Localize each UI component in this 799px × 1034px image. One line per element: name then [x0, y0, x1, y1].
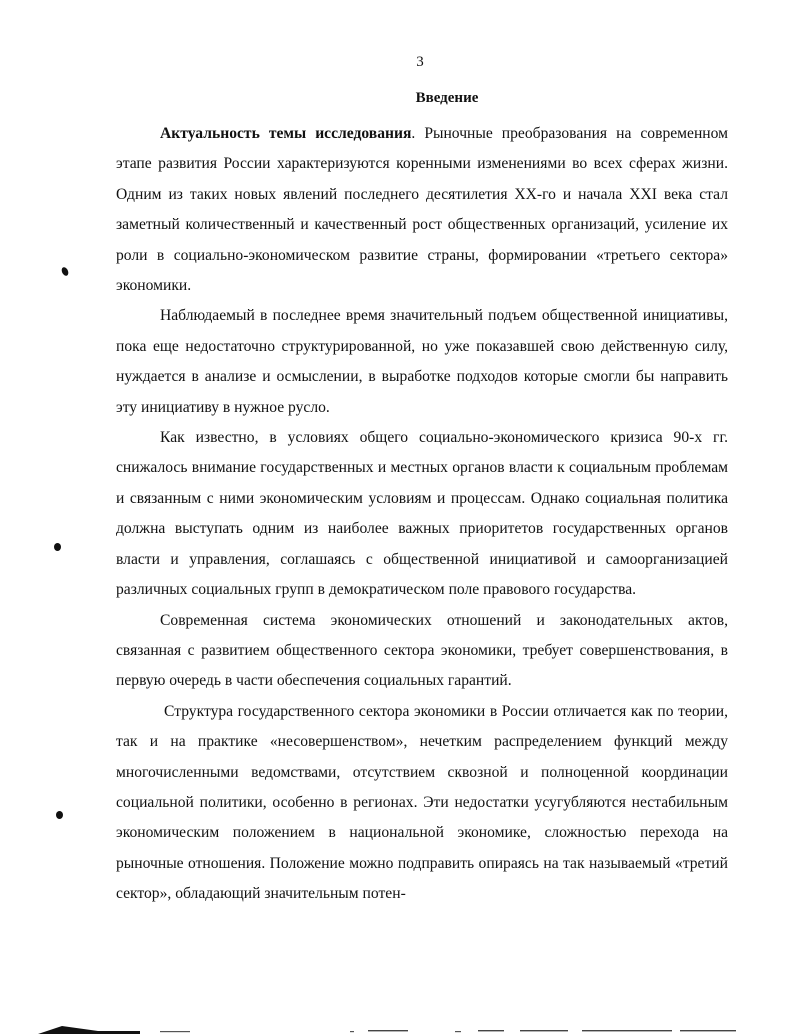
scan-artifact [350, 1031, 354, 1032]
scan-artifact [38, 1026, 140, 1034]
scan-artifact [582, 1030, 672, 1031]
paragraph-1 [116, 119, 728, 301]
scan-edge-marks [0, 1022, 799, 1034]
paragraph-text: . Рыночные преобразования на современном этапе развития России характеризуются коренными изменениями во всех сферах жизни. Одним из таких новых явлений последнего десятилетия ХХ-го и начала XXI века стал заметный количественный и качественный рост общественных организаций, усиление их роли в социально-экономическом развитие страны, формировании «третьего сектора» экономики. [116, 125, 729, 295]
scan-artifact [680, 1030, 736, 1031]
scan-artifact [368, 1030, 408, 1031]
binding-hole-mark [56, 811, 63, 819]
page-title: Введение [415, 90, 479, 106]
paragraph-2: Наблюдаемый в последнее время значительный подъем общественной инициативы, пока еще недостаточно структурированной, но уже показавшей свою действенную силу, нуждается в анализе и осмыслении, в выработке подходов которые смогли бы направить эту инициативу в нужное русло. [116, 307, 728, 416]
paragraph-5: Структура государственного сектора экономики в России отличается как по теории, так и на практике «несовершенством», нечетким распределением функций между многочисленными ведомствами, отсутствием сквозной и полноценной координации социальной политики, особенно в регионах. Эти недостатки усугубляются нестабильным экономическим положением в национальной экономике, сложностью перехода на рыночные отношения. Положение можно подправить опираясь на так называемый «третий сектор», обладающий значительным потен- [116, 702, 728, 903]
binding-hole-mark [60, 266, 69, 277]
scan-artifact [455, 1031, 461, 1032]
scan-artifact [160, 1031, 190, 1032]
binding-hole-mark [54, 543, 61, 551]
paragraph-lead: Актуальность темы исследования [160, 125, 412, 142]
scan-artifact [478, 1030, 504, 1031]
document-body [116, 119, 728, 910]
paragraph-4: Современная система экономических отношений и законодательных актов, связанная с развитием общественного сектора экономики, требует совершенствования, в первую очередь в части обеспечения социальных гарантий. [116, 611, 728, 690]
scan-artifact [520, 1030, 568, 1031]
paragraph-3: Как известно, в условиях общего социально-экономического кризиса 90-х гг. снижалось внимание государственных и местных органов власти к социальным проблемам и связанным с ними экономическим условиям и процессам. Однако социальная политика должна выступать одним из наиболее важных приоритетов государственных органов власти и управления, соглашаясь с общественной инициативой и самоорганизацией различных социальных групп в демократическом поле правового государства. [116, 429, 728, 599]
page-number: 3 [416, 54, 424, 70]
